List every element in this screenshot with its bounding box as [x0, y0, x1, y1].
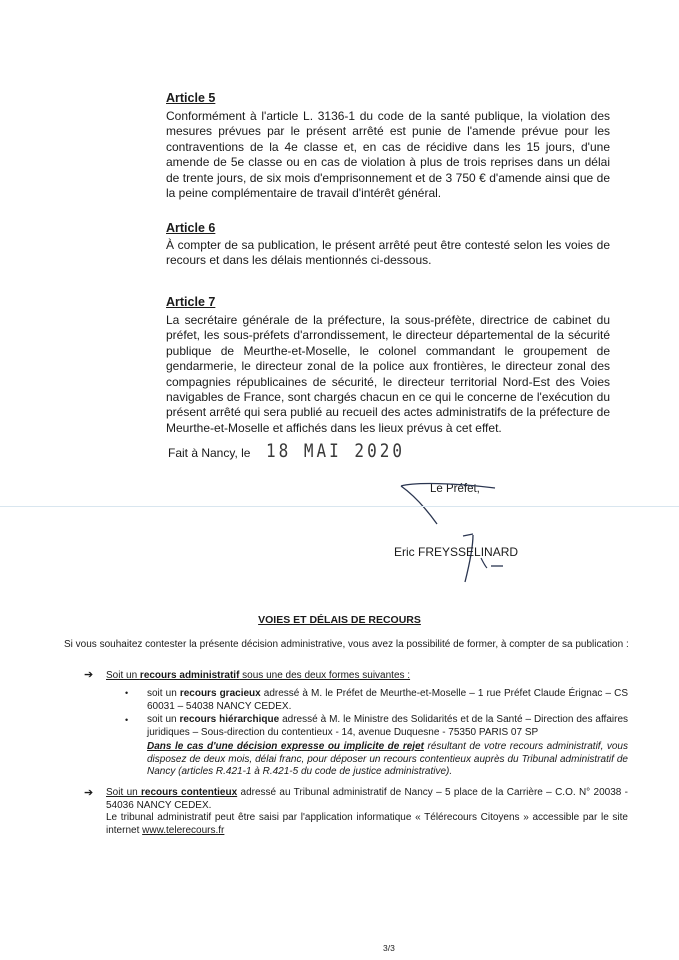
hierarchique-post: adressé à M. le Ministre des Solidarités et de la Santé – Direction des affaires juridiques – Sous-direction du contentieux - 14, avenue Duquesne - 75350 PARIS 07 SP	[147, 714, 629, 738]
contentieux-prefix: Soit un	[106, 787, 142, 798]
article-5-body: Conformément à l'article L. 3136-1 du code de la santé publique, la violation des mesures prévues par le présent arrêté est punie de l'amende prévue pour les contraventions de la 4e classe et, en cas de récidive dans les 15 jours, d'une amende de 5e classe ou en cas de violation à plus de trois reprises dans un délai de trente jours, de six mois d'emprisonnement et de 3 750 € d'amende ainsi que de la peine complémentaire de travail d'intérêt général.	[166, 109, 610, 201]
arrow-icon: ➔	[84, 669, 94, 681]
recours-intro: Si vous souhaitez contester la présente décision administrative, vous avez la possibilité de former, à compter de sa publication :	[64, 639, 629, 650]
article-6-body: À compter de sa publication, le présent arrêté peut être contesté selon les voies de recours et dans les délais mentionnés ci-dessous.	[166, 238, 610, 268]
rejet-bold: Dans le cas d'une décision expresse ou implicite de rejet	[147, 741, 424, 752]
recours-gracieux	[147, 688, 628, 713]
recours-admin-bold: recours administratif	[139, 670, 240, 681]
article-6-title: Article 6	[166, 221, 216, 235]
recours-admin-prefix: Soit un	[106, 670, 140, 681]
arrow-icon: ➔	[84, 787, 94, 799]
article-7-title: Article 7	[166, 295, 216, 309]
rejet-rest: résultant de votre recours administratif, vous disposez de deux mois, délai franc, pour déposer un recours contentieux auprès du Tribunal administratif de Nancy (articles R.421-1 à R.421-5 du code de justice administrative).	[147, 741, 628, 778]
gracieux-post: adressé à M. le Préfet de Meurthe-et-Moselle – 1 rue Préfet Claude Érignac – CS 60031 – 54038 NANCY CEDEX.	[147, 688, 628, 712]
contentieux-suffix: adressé au Tribunal administratif de Nancy – 5 place de la Carrière – C.O. N° 20038 - 54036 NANCY CEDEX.	[106, 787, 628, 811]
article-5-title: Article 5	[166, 91, 216, 105]
hierarchique-bold: recours hiérarchique	[179, 714, 280, 725]
recours-heading: VOIES ET DÉLAIS DE RECOURS	[258, 614, 421, 626]
contentieux-bold: recours contentieux	[141, 787, 238, 798]
recours-contentieux	[106, 787, 628, 812]
bullet-icon: •	[125, 715, 129, 725]
fait-a-label: Fait à Nancy, le	[168, 446, 251, 460]
article-7-body: La secrétaire générale de la préfecture, la sous-préfète, directrice de cabinet du préfet, les sous-préfets d'arrondissement, le directeur départemental de la sécurité publique de Meurthe-et-Moselle, le colonel commandant le groupement de gendarmerie, le directeur zonal de la police aux frontières, le directeur zonal des compagnies républicaines de sécurité, le directeur territorial Nord-Est des Voies navigables de France, sont chargés chacun en ce qui le concerne de l'exécution du présent arrêté qui sera publié au recueil des actes administratifs de la préfecture de Meurthe-et-Moselle et affichés dans les lieux prévus à cet effet.	[166, 313, 610, 435]
date-stamp: 18 MAI 2020	[266, 439, 405, 462]
telerecours-paragraph	[106, 812, 628, 837]
gracieux-bold: recours gracieux	[179, 688, 261, 699]
recours-rejet	[147, 741, 628, 779]
hierarchique-pre: soit un	[147, 714, 180, 725]
page-number: 3/3	[383, 943, 395, 953]
recours-hierarchique	[147, 714, 628, 739]
recours-admin-suffix: sous une des deux formes suivantes :	[239, 670, 411, 681]
gracieux-pre: soit un	[147, 688, 180, 699]
recours-admin-line	[106, 670, 626, 683]
bullet-icon: •	[125, 688, 129, 698]
fold-line	[0, 506, 679, 507]
signatory-title: Le Préfet,	[430, 483, 480, 495]
telerecours-text: Le tribunal administratif peut être saisi par l'application informatique « Télérecours Citoyens » accessible par le site internet	[106, 812, 628, 836]
telerecours-link[interactable]: www.telerecours.fr	[142, 824, 225, 836]
signatory-name: Eric FREYSSELINARD	[394, 545, 519, 559]
handwritten-signature	[395, 478, 535, 588]
